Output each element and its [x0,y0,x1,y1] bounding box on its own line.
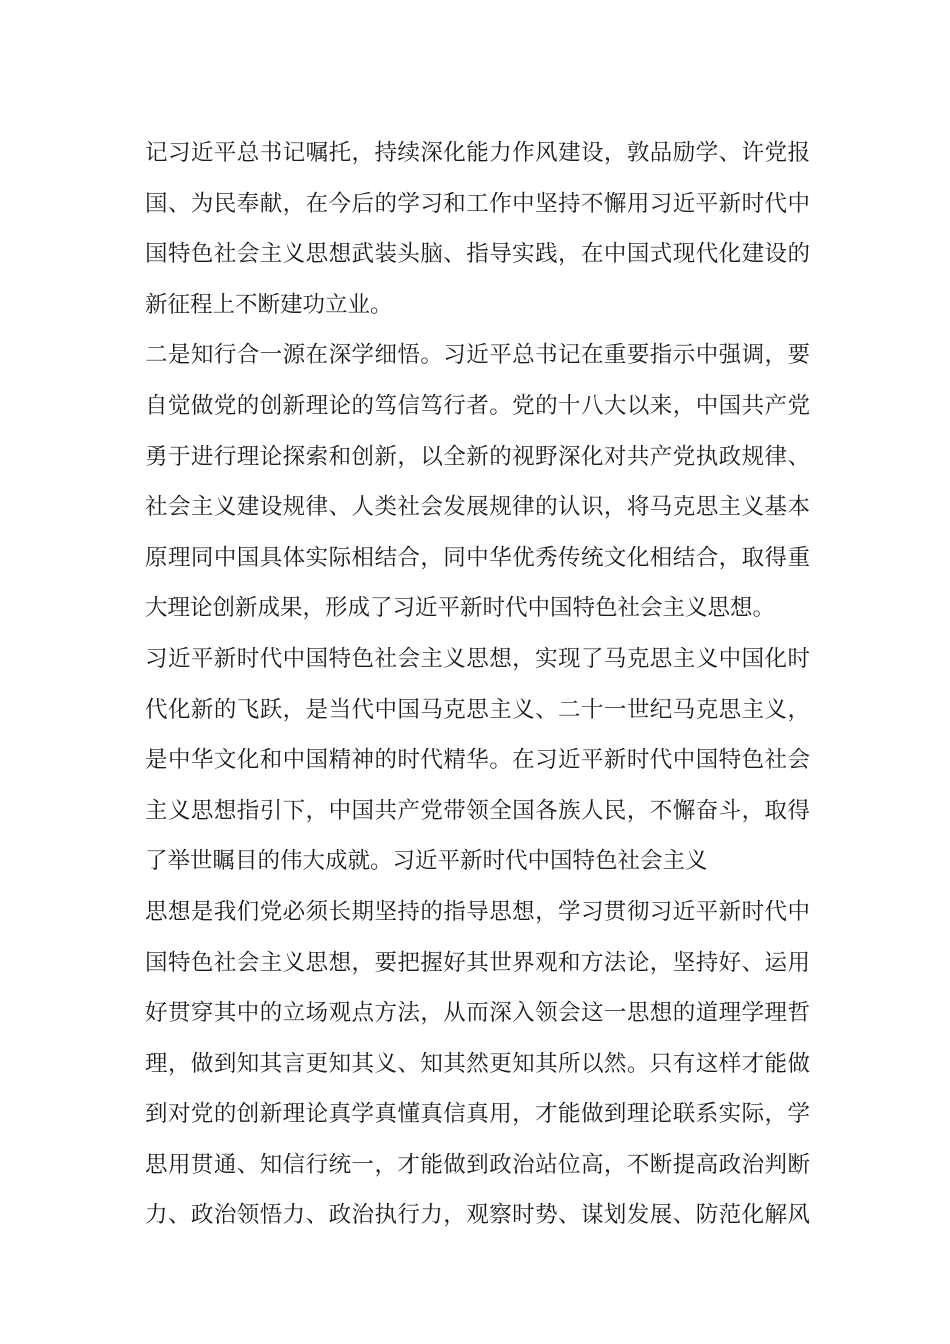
text-line-8: 社会主义建设规律、人类社会发展规律的认识，将马克思主义基本 [145,494,810,521]
text-line-13: 是中华文化和中国精神的时代精华。在习近平新时代中国特色社会 [145,747,810,774]
text-line-7: 勇于进行理论探索和创新，以全新的视野深化对共产党执政规律、 [145,443,810,470]
text-line-3: 国特色社会主义思想武装头脑、指导实践，在中国式现代化建设的 [145,241,810,268]
text-line-11: 习近平新时代中国特色社会主义思想，实现了马克思主义中国化时 [145,645,810,672]
text-line-6: 自觉做党的创新理论的笃信笃行者。党的十八大以来，中国共产党 [145,392,810,419]
text-line-16: 思想是我们党必须长期坚持的指导思想，学习贯彻习近平新时代中 [145,898,810,925]
text-line-15: 了举世瞩目的伟大成就。习近平新时代中国特色社会主义 [145,848,708,875]
text-line-1: 记习近平总书记嘱托，持续深化能力作风建设，敦品励学、许党报 [145,140,810,166]
text-line-22: 力、政治领悟力、政治执行力，观察时势、谋划发展、防范化解风 [145,1202,810,1229]
document-body [145,128,810,1241]
text-line-12: 代化新的飞跃，是当代中国马克思主义、二十一世纪马克思主义， [145,696,810,723]
text-line-21: 思用贯通、知信行统一，才能做到政治站位高，不断提高政治判断 [145,1151,810,1178]
text-line-19: 理，做到知其言更知其义、知其然更知其所以然。只有这样才能做 [145,1050,810,1077]
text-line-10: 大理论创新成果，形成了习近平新时代中国特色社会主义思想。 [145,595,776,622]
text-line-4: 新征程上不断建功立业。 [145,291,393,318]
text-line-9: 原理同中国具体实际相结合，同中华优秀传统文化相结合，取得重 [145,544,810,571]
text-line-17: 国特色社会主义思想，要把握好其世界观和方法论，坚持好、运用 [145,949,810,976]
text-line-2: 国、为民奉献，在今后的学习和工作中坚持不懈用习近平新时代中 [145,190,810,217]
text-line-14: 主义思想指引下，中国共产党带领全国各族人民，不懈奋斗，取得 [145,797,810,824]
text-line-5: 二是知行合一源在深学细悟。习近平总书记在重要指示中强调，要 [145,342,810,369]
text-line-20: 到对党的创新理论真学真懂真信真用，才能做到理论联系实际，学 [145,1101,810,1128]
text-line-18: 好贯穿其中的立场观点方法，从而深入领会这一思想的道理学理哲 [145,1000,810,1027]
